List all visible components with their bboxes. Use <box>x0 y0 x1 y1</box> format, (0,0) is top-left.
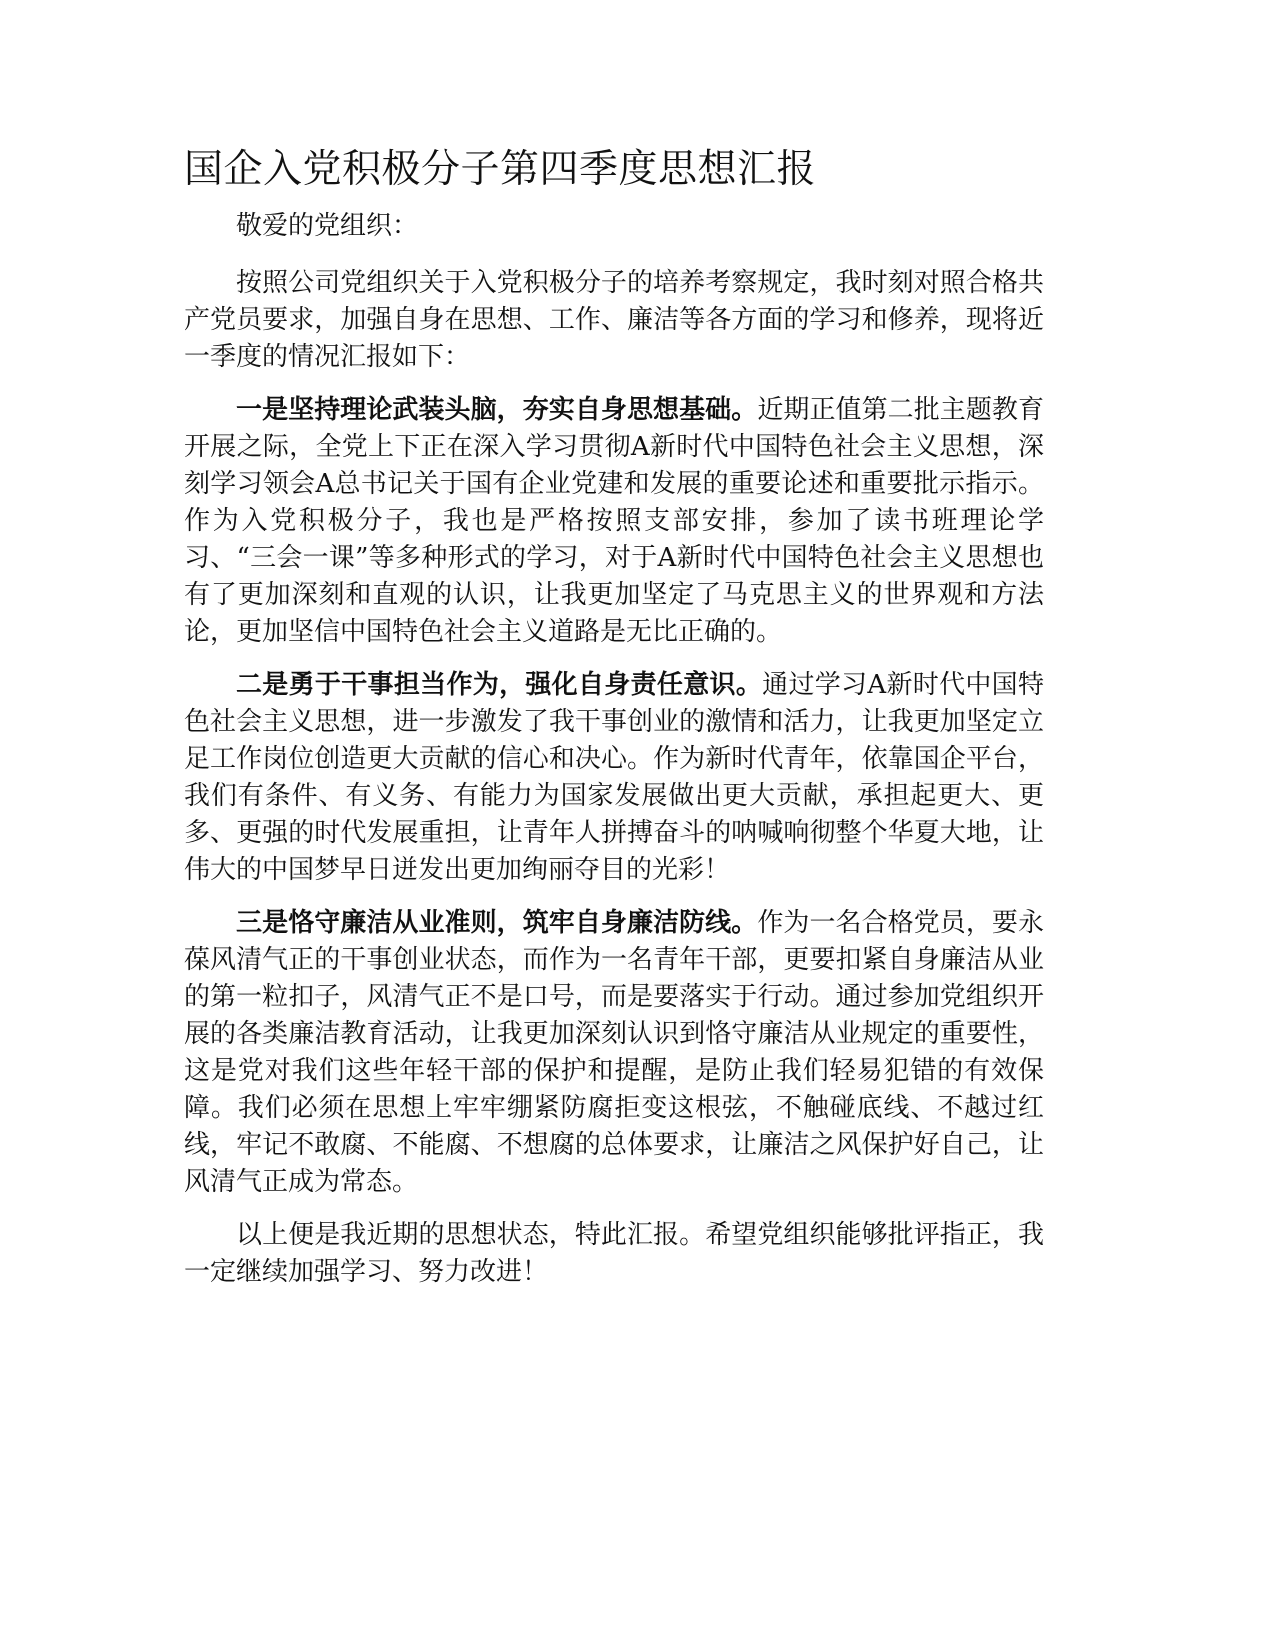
closing-paragraph: 以上便是我近期的思想状态，特此汇报。希望党组织能够批评指正，我一定继续加强学习、努力改进！ <box>184 1220 1044 1287</box>
section-heading-1: 一是坚持理论武装头脑，夯实自身思想基础。 <box>236 395 758 425</box>
salutation: 敬爱的党组织： <box>236 211 419 241</box>
section-paragraph-3 <box>184 905 1044 1201</box>
section-paragraph-1 <box>184 392 1044 651</box>
section-heading-2: 二是勇于干事担当作为，强化自身责任意识。 <box>236 670 763 700</box>
section-body-1: 近期正值第二批主题教育开展之际，全党上下正在深入学习贯彻A新时代中国特色社会主义思想，深刻学习领会A总书记关于国有企业党建和发展的重要论述和重要批示指示。作为入党积极分子，我也是严格按照支部安排，参加了读书班理论学习、“三会一课”等多种形式的学习，对于A新时代中国特色社会主义思想也有了更加深刻和直观的认识，让我更加坚定了马克思主义的世界观和方法论，更加坚信中国特色社会主义道路是无比正确的。 <box>184 395 1044 647</box>
section-body-2: 通过学习A新时代中国特色社会主义思想，进一步激发了我干事创业的激情和活力，让我更加坚定立足工作岗位创造更大贡献的信心和决心。作为新时代青年，依靠国企平台，我们有条件、有义务、有能力为国家发展做出更大贡献，承担起更大、更多、更强的时代发展重担，让青年人拼搏奋斗的呐喊响彻整个华夏大地，让伟大的中国梦早日迸发出更加绚丽夺目的光彩！ <box>184 670 1044 885</box>
section-heading-3: 三是恪守廉洁从业准则，筑牢自身廉洁防线。 <box>236 908 758 938</box>
document-body <box>184 148 1044 1307</box>
document-title: 国企入党积极分子第四季度思想汇报 <box>184 147 817 192</box>
section-body-3: 作为一名合格党员，要永葆风清气正的干事创业状态，而作为一名青年干部，更要扣紧自身廉洁从业的第一粒扣子，风清气正不是口号，而是要落实于行动。通过参加党组织开展的各类廉洁教育活动，让我更加深刻认识到恪守廉洁从业规定的重要性，这是党对我们这些年轻干部的保护和提醒，是防止我们轻易犯错的有效保障。我们必须在思想上牢牢绷紧防腐拒变这根弦，不触碰底线、不越过红线，牢记不敢腐、不能腐、不想腐的总体要求，让廉洁之风保护好自己，让风清气正成为常态。 <box>184 908 1044 1197</box>
intro-paragraph: 按照公司党组织关于入党积极分子的培养考察规定，我时刻对照合格共产党员要求，加强自身在思想、工作、廉洁等各方面的学习和修养，现将近一季度的情况汇报如下： <box>184 268 1044 372</box>
section-paragraph-2 <box>184 667 1044 889</box>
